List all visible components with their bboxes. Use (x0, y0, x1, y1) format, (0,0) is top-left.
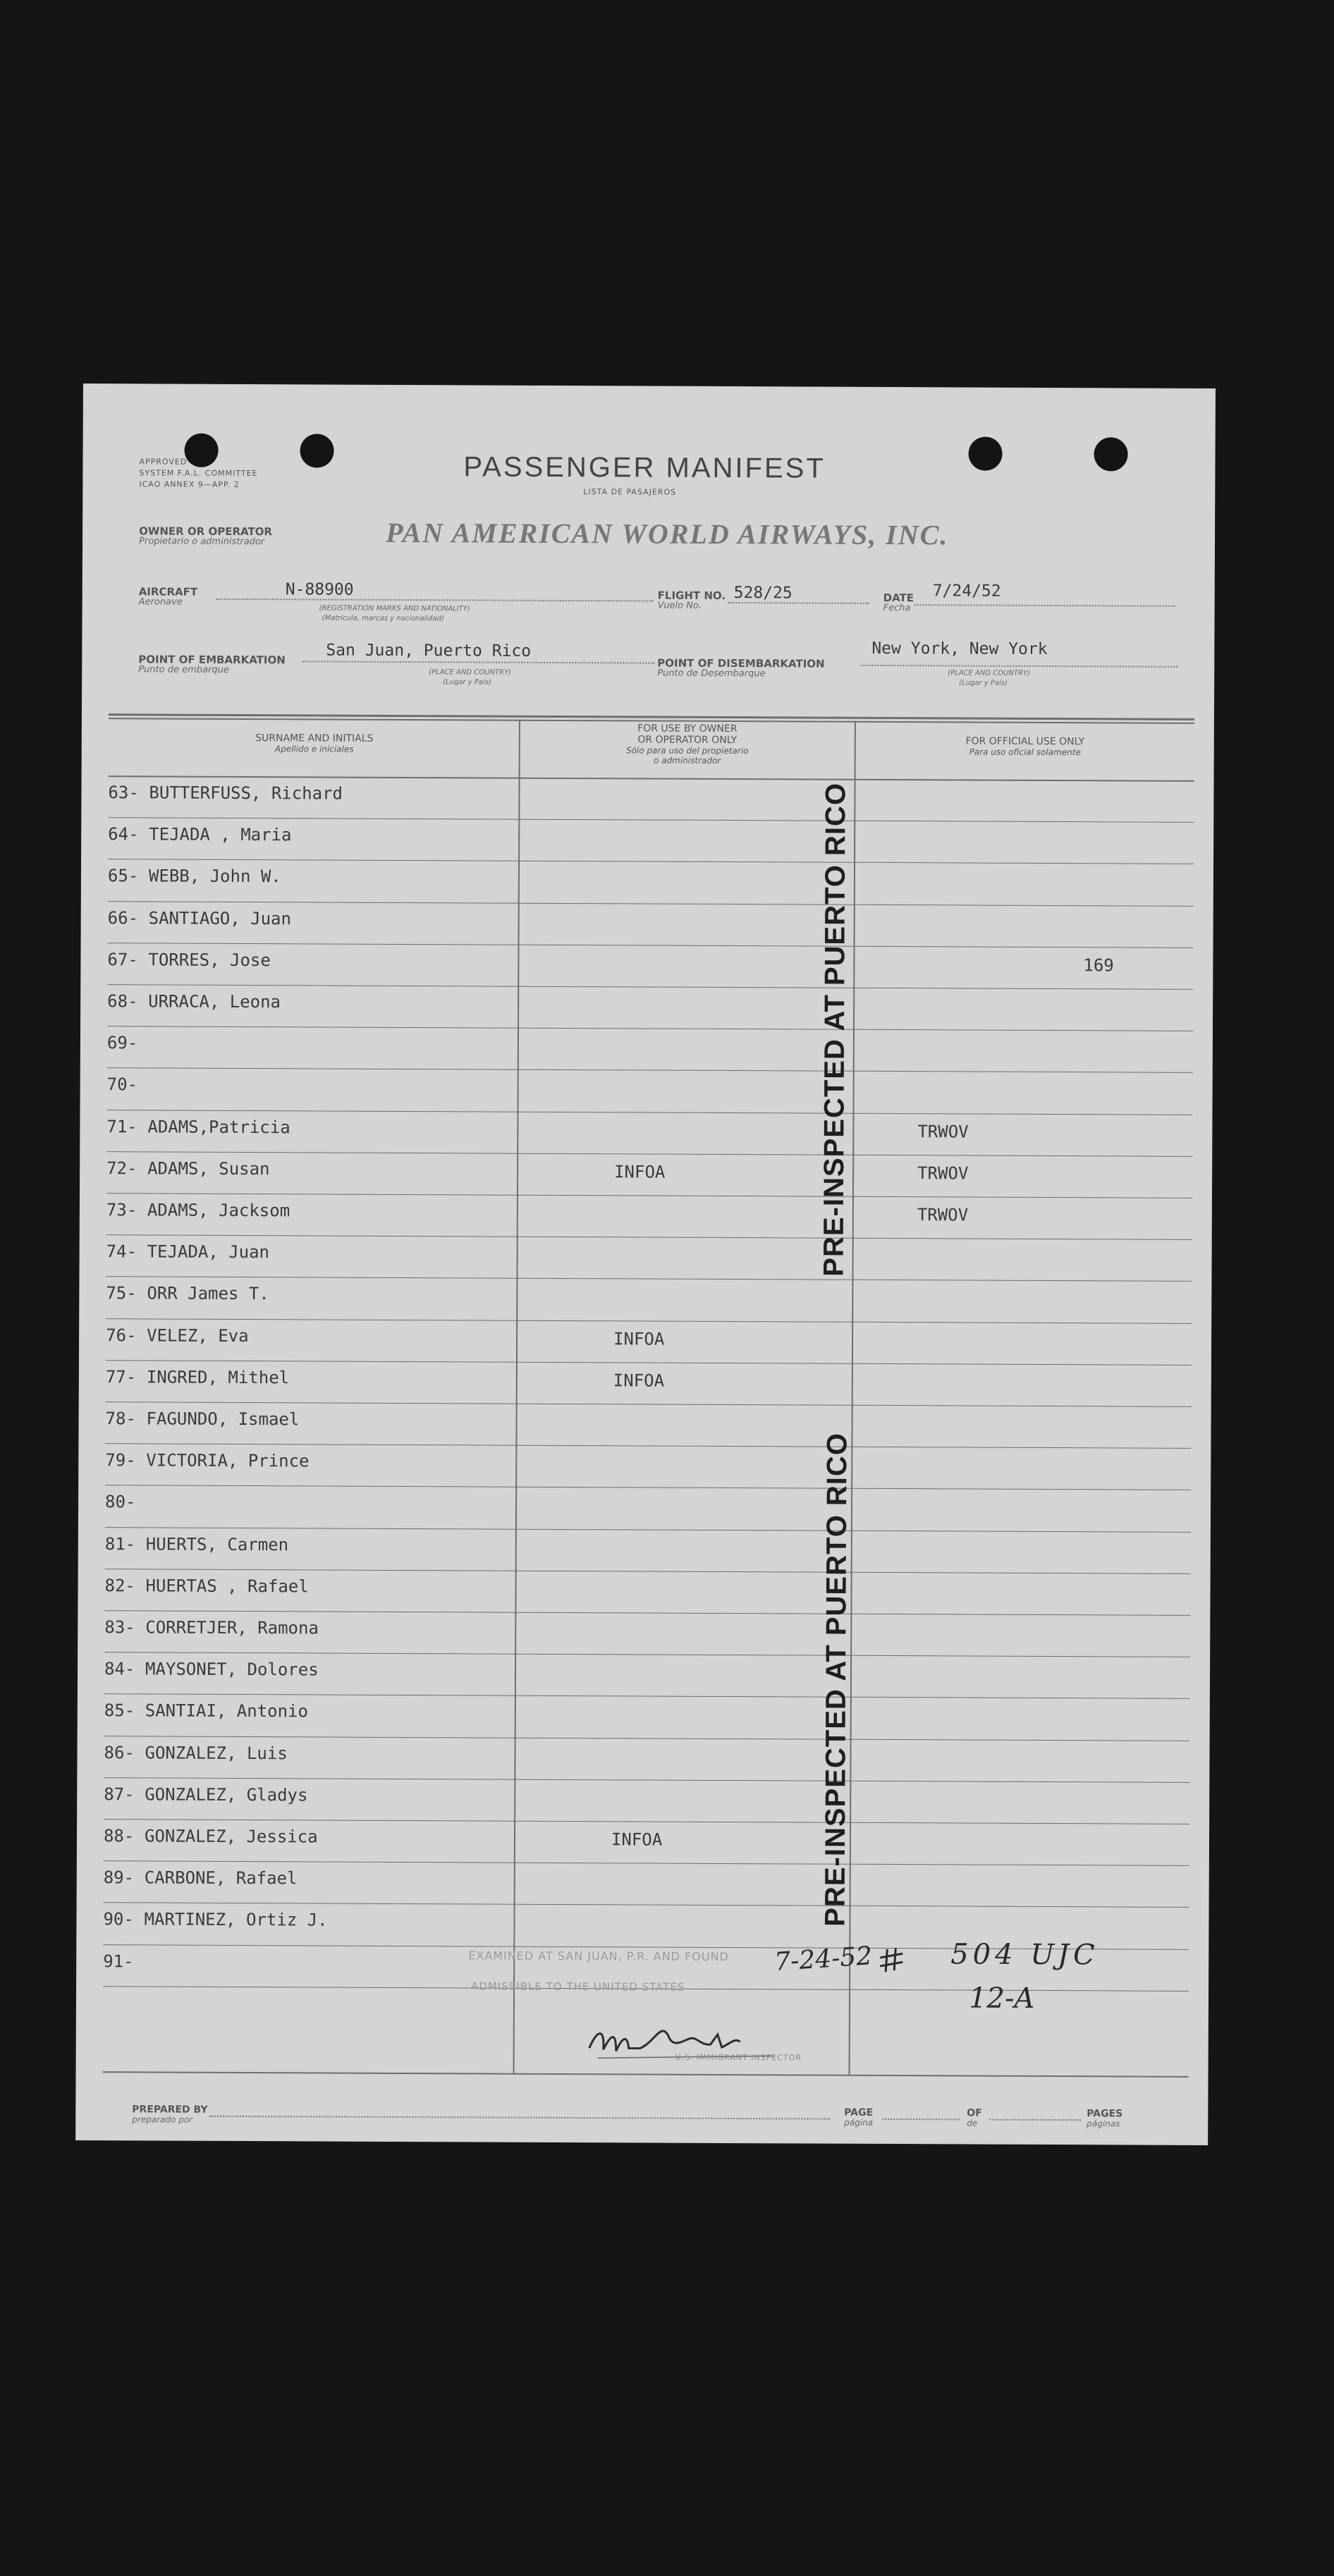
passenger-name: BUTTERFUSS, Richard (149, 783, 343, 804)
embark-label: POINT OF EMBARKATION (138, 653, 286, 667)
disembark-label-es: Punto de Desembarque (657, 668, 766, 680)
row-number: 90- (103, 1909, 134, 1930)
row-number: 82- (104, 1575, 135, 1596)
prepared-by-label: PREPARED BY (132, 2104, 208, 2116)
examined-stamp: EXAMINED AT SAN JUAN, P.R. AND FOUND (468, 1949, 729, 1964)
row-number: 85- (104, 1700, 135, 1721)
prepared-by-line (209, 2116, 830, 2120)
row-number: 64- (108, 824, 139, 845)
passenger-name: CORRETJER, Ramona (145, 1617, 319, 1638)
passenger-name: URRACA, Leona (148, 991, 281, 1012)
embark-line (302, 661, 654, 663)
column-header-owner-es2: o administrador (654, 755, 721, 766)
handwritten-code-2: 12-A (968, 1982, 1035, 2015)
page-title: PASSENGER MANIFEST (463, 451, 826, 484)
row-number: 65- (107, 866, 139, 886)
row-number: 78- (105, 1409, 137, 1429)
aircraft-value: N-88900 (285, 580, 354, 599)
manifest-page (75, 384, 1216, 2145)
owner-note: INFOA (611, 1829, 663, 1850)
official-note: TRWOV (917, 1163, 969, 1184)
punch-hole (1094, 437, 1127, 471)
row-number: 72- (106, 1158, 137, 1179)
flight-label-es: Vuelo No. (657, 600, 702, 611)
flight-label: FLIGHT NO. (657, 589, 726, 602)
column-header-official (856, 735, 1194, 758)
aircraft-label-es: Aeronave (138, 596, 183, 608)
of-label: OF (967, 2107, 982, 2119)
table-bottom-border (103, 2071, 1189, 2078)
icao-label: ICAO ANNEX 9—APP. 2 (139, 479, 240, 489)
row-number: 74- (106, 1241, 137, 1262)
passenger-name: CARBONE, Rafael (144, 1867, 298, 1889)
handwritten-mark (877, 1946, 905, 1975)
row-number: 81- (104, 1533, 136, 1554)
aircraft-line (216, 599, 654, 602)
passenger-name: ORR James T. (147, 1283, 269, 1304)
row-number: 83- (104, 1617, 135, 1638)
row-number: 68- (107, 991, 138, 1012)
column-header-surname (110, 732, 519, 755)
passenger-name: INGRED, Mithel (146, 1367, 290, 1388)
owner-note: INFOA (613, 1328, 665, 1349)
page-label: PAGE (844, 2106, 874, 2118)
flight-value: 528/25 (733, 584, 793, 603)
date-line (914, 604, 1175, 607)
embark-place-note: (PLACE AND COUNTRY) (429, 668, 511, 677)
aircraft-label: AIRCRAFT (138, 585, 198, 599)
flight-line (728, 602, 869, 604)
row-number: 84- (104, 1659, 135, 1679)
row-number: 77- (105, 1366, 137, 1387)
official-note: TRWOV (917, 1205, 969, 1225)
inspector-label: U.S. IMMIGRANT INSPECTOR (675, 2052, 802, 2063)
passenger-name: HUERTS, Carmen (145, 1533, 289, 1554)
preinspected-stamp-2: PRE-INSPECTED AT PUERTO RICO (819, 1432, 853, 1927)
row-number: 69- (106, 1033, 138, 1053)
owner-label: OWNER OR OPERATOR (139, 525, 273, 539)
passenger-name: WEBB, John W. (148, 866, 281, 887)
operator-name: PAN AMERICAN WORLD AIRWAYS, INC. (385, 516, 949, 551)
row-number: 80- (105, 1492, 136, 1512)
passenger-name: ADAMS, Jacksom (147, 1200, 290, 1221)
disembark-label: POINT OF DISEMBARKATION (657, 656, 825, 670)
row-number: 88- (103, 1826, 135, 1846)
row-number: 91- (103, 1951, 134, 1971)
disembark-line (860, 665, 1177, 668)
owner-label-es: Propietario o administrador (138, 536, 265, 548)
row-number: 89- (103, 1867, 135, 1888)
column-header-official-es: Para uso oficial solamente (969, 747, 1081, 758)
row-number: 70- (106, 1074, 138, 1095)
date-label-es: Fecha (883, 602, 911, 614)
column-header-surname-label: SURNAME AND INITIALS (255, 732, 374, 744)
passenger-name: FAGUNDO, Ismael (146, 1409, 300, 1430)
admissible-stamp: ADMISSIBLE TO THE UNITED STATES (471, 1980, 685, 1994)
date-value: 7/24/52 (932, 582, 1001, 601)
row-number: 71- (106, 1116, 137, 1136)
committee-label: SYSTEM F.A.L. COMMITTEE (139, 468, 258, 479)
date-label: DATE (883, 591, 914, 605)
row-number: 79- (105, 1450, 136, 1471)
page-label-es: página (844, 2117, 874, 2128)
disembark-value: New York, New York (871, 639, 1048, 658)
passenger-name: ADAMS,Patricia (147, 1117, 290, 1137)
passenger-name: TEJADA, Juan (147, 1241, 270, 1263)
passenger-name: TORRES, Jose (148, 950, 271, 970)
pages-label-es: páginas (1087, 2118, 1120, 2129)
column-header-official-label: FOR OFFICIAL USE ONLY (965, 735, 1085, 748)
row-number: 75- (106, 1283, 137, 1304)
column-header-owner-line2: OR OPERATOR ONLY (637, 734, 738, 747)
passenger-name: GONZALEZ, Gladys (145, 1784, 308, 1805)
official-note: 169 (1083, 955, 1114, 976)
preinspected-stamp-1: PRE-INSPECTED AT PUERTO RICO (818, 782, 852, 1277)
handwritten-date: 7-24-52 (773, 1942, 874, 1977)
row-number: 87- (104, 1784, 135, 1805)
column-header-owner-line1: FOR USE BY OWNER (637, 723, 738, 735)
handwritten-code: 504 UJC (950, 1938, 1099, 1972)
passenger-name: SANTIAGO, Juan (148, 908, 292, 928)
column-header-surname-es: Apellido e iniciales (274, 744, 354, 754)
passenger-name: GONZALEZ, Jessica (144, 1826, 318, 1847)
owner-note: INFOA (614, 1162, 666, 1182)
disembark-place-note-es: (Lugar y País) (959, 679, 1008, 687)
passenger-name: HUERTAS , Rafael (145, 1576, 309, 1597)
approved-label: APPROVED (139, 457, 188, 467)
passenger-name: VICTORIA, Prince (146, 1450, 310, 1471)
column-header-owner (520, 723, 855, 766)
page-title-es: LISTA DE PASAJEROS (583, 487, 677, 497)
passenger-name: SANTIAI, Antonio (145, 1700, 309, 1722)
passenger-name: GONZALEZ, Luis (145, 1742, 288, 1763)
of-line (989, 2119, 1081, 2121)
embark-value: San Juan, Puerto Rico (326, 641, 532, 661)
row-number: 67- (107, 949, 138, 970)
prepared-by-label-es: preparado por (132, 2114, 193, 2125)
registration-note-es: (Matrícula, marcas y nacionalidad) (322, 614, 444, 623)
disembark-place-note: (PLACE AND COUNTRY) (948, 669, 1030, 677)
punch-hole (968, 436, 1002, 470)
page-line (882, 2118, 960, 2120)
row-number: 63- (108, 783, 139, 803)
passenger-name: VELEZ, Eva (147, 1325, 249, 1346)
passenger-name: ADAMS, Susan (147, 1158, 270, 1179)
official-note: TRWOV (917, 1121, 969, 1142)
punch-hole (300, 434, 334, 467)
row-number: 76- (106, 1325, 137, 1345)
embark-label-es: Punto de embarque (138, 664, 229, 675)
registration-note: (REGISTRATION MARKS AND NATIONALITY) (319, 604, 470, 613)
owner-note: INFOA (613, 1370, 665, 1391)
embark-place-note-es: (Lugar y País) (443, 678, 491, 687)
of-label-es: de (967, 2118, 978, 2128)
column-header-owner-es1: Sólo para uso del propietario (625, 745, 749, 756)
row-number: 86- (104, 1742, 135, 1762)
pages-label: PAGES (1087, 2108, 1123, 2120)
passenger-name: TEJADA , Maria (149, 824, 292, 845)
passenger-name: MAYSONET, Dolores (145, 1659, 319, 1680)
punch-hole (184, 434, 218, 467)
row-number: 73- (106, 1200, 137, 1220)
row-number: 66- (107, 907, 139, 928)
passenger-name: MARTINEZ, Ortiz J. (144, 1909, 328, 1930)
